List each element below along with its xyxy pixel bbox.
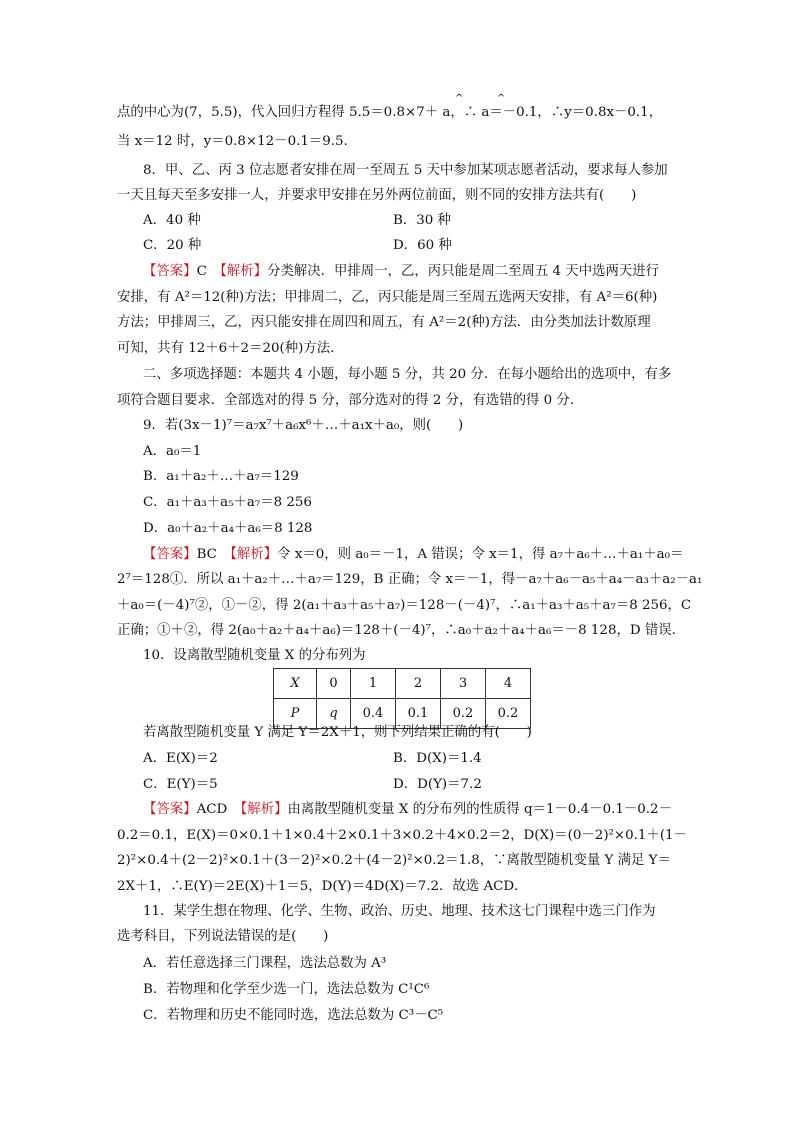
option-a: A．若任意选择三门课程，选法总数为 A³ [143,956,387,971]
table-cell: 0 [317,669,351,699]
question-10-stem: 10．设离散型随机变量 X 的分布列为 [143,648,366,663]
option-d: D．60 种 [393,238,452,253]
analysis-line: 2)²×0.4＋(2－2)²×0.1＋(3－2)²×0.2＋(4－2)²×0.2＝1.8，∵离散型随机变量 Y 满足 Y＝ [117,853,671,868]
analysis-text: 分类解决．甲排周一，乙，丙只能是周二至周五 4 天中选两天进行 [267,264,660,279]
option-d: D．a₀＋a₂＋a₄＋a₆＝8 128 [143,521,313,536]
option-c: C．20 种 [143,238,202,253]
analysis-tag: 【解析】 [220,264,268,279]
answer-8 [143,263,659,281]
distribution-table [273,668,531,729]
analysis-tag: 【解析】 [230,547,278,562]
analysis-line: ＋a₀＝(－4)⁷②，①－②，得 2(a₁＋a₃＋a₅＋a₇)＝128－(－4)⁷，∴a₁＋a₃＋a₅＋a₇＝8 256，C [117,598,692,613]
analysis-line: 0.2＝0.1，E(X)＝0×0.1＋1×0.4＋2×0.1＋3×0.2＋4×0.2＝2，D(X)＝(0－2)²×0.1＋(1－ [117,828,687,843]
table-cell: 3 [441,669,486,699]
text-line: 点的中心为(7，5.5)，代入回归方程得 5.5＝0.8×7＋ a，∴ a＝－0.1，∴y＝0.8x－0.1， [117,105,663,120]
option-b: B．a₁＋a₂＋…＋a₇＝129 [143,469,299,484]
analysis-text: 由离散型随机变量 X 的分布列的性质得 q＝1－0.4－0.1－0.2－ [287,802,672,817]
table-cell: X [274,669,317,699]
answer-10 [143,801,672,819]
analysis-line: 方法；甲排周三，乙，丙只能安排在周四和周五，有 A²＝2(种)方法．由分类加法计数原理 [117,315,651,330]
table-cell: q [317,699,351,729]
section-heading: 项符合题目要求．全部选对的得 5 分，部分选对的得 2 分，有选错的得 0 分． [117,393,584,408]
answer-value: C [196,264,221,279]
option-a: A．40 种 [143,213,201,228]
option-c: C．a₁＋a₃＋a₅＋a₇＝8 256 [143,495,312,510]
analysis-line: 可知，共有 12＋6＋2＝20(种)方法． [117,341,344,356]
answer-value: ACD [196,802,241,817]
text-line: 当 x＝12 时，y＝0.8×12－0.1＝9.5. [117,134,348,149]
table-row [274,669,531,699]
answer-value: BC [196,547,231,562]
table-cell: 2 [396,669,441,699]
question-9-stem: 9．若(3x－1)⁷＝a₇x⁷＋a₆x⁶＋…＋a₁x＋a₀，则( ) [143,418,464,433]
option-c: C．E(Y)＝5 [143,777,218,792]
option-a: A．E(X)＝2 [143,751,218,766]
analysis-tag: 【解析】 [240,802,288,817]
analysis-line: 正确；①＋②，得 2(a₀＋a₂＋a₄＋a₆)＝128＋(－4)⁷，∴a₀＋a₂＋a₄＋a₆＝－8 128，D 错误． [117,623,686,638]
question-8-stem: 一天且每天至多安排一人，并要求甲安排在另外两位前面，则不同的安排方法共有( ) [117,188,637,203]
analysis-text: 令 x＝0，则 a₀＝－1，A 错误；令 x＝1，得 a₇＋a₆＋…＋a₁＋a₀＝ [277,547,684,562]
option-b: B．30 种 [393,213,451,228]
analysis-line: 2X＋1，∴E(Y)＝2E(X)＋1＝5，D(Y)＝4D(X)＝7.2．故选 ACD． [117,879,528,894]
answer-9 [143,546,683,564]
hat-mark: ^ [497,93,506,104]
option-a: A．a₀＝1 [143,444,202,459]
answer-tag: 【答案】 [143,547,197,562]
question-11-stem: 选考科目，下列说法错误的是( ) [117,929,329,944]
option-c: C．若物理和历史不能同时选，选法总数为 C³－C⁵ [143,1008,444,1023]
answer-tag: 【答案】 [143,264,197,279]
option-b: B．D(X)＝1.4 [393,751,482,766]
hat-mark: ^ [455,93,464,104]
table-cell: P [274,699,317,729]
table-cell: 0.2 [486,699,531,729]
table-cell: 4 [486,669,531,699]
analysis-line: 安排，有 A²＝12(种)方法；甲排周二，乙，丙只能是周三至周五选两天安排，有 A²＝6(种) [117,290,658,305]
analysis-line: 2⁷＝128①．所以 a₁＋a₂＋…＋a₇＝129，B 正确；令 x＝－1，得－a₇＋a₆－a₅＋a₄－a₃＋a₂－a₁ [117,572,703,587]
section-heading: 二、多项选择题：本题共 4 小题，每小题 5 分，共 20 分．在每小题给出的选项中，有多 [143,367,672,382]
table-cell: 0.1 [396,699,441,729]
table-cell: 0.4 [351,699,396,729]
option-d: D．D(Y)＝7.2 [393,777,482,792]
table-cell: 0.2 [441,699,486,729]
answer-tag: 【答案】 [143,802,197,817]
question-11-stem: 11．某学生想在物理、化学、生物、政治、历史、地理、技术这七门课程中选三门作为 [143,904,656,919]
table-cell: 1 [351,669,396,699]
question-8-stem: 8．甲、乙、丙 3 位志愿者安排在周一至周五 5 天中参加某项志愿者活动，要求每人参加 [143,163,668,178]
question-10-stem: 若离散型随机变量 Y 满足 Y＝2X＋1，则下列结果正确的有( ) [143,725,532,740]
option-b: B．若物理和化学至少选一门，选法总数为 C¹C⁶ [143,982,430,997]
